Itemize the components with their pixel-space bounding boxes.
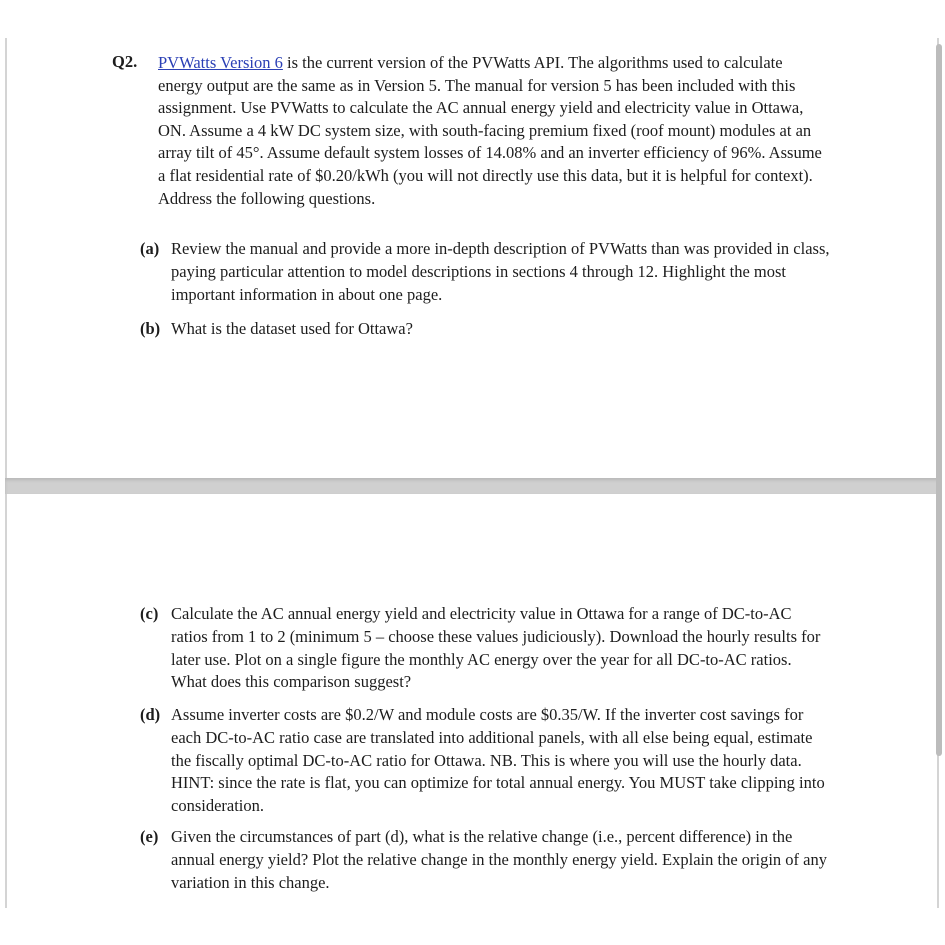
question-label: Q2. <box>112 52 138 71</box>
part-a-text: Review the manual and provide a more in-depth description of PVWatts than was provided in class, paying particular attention to model descriptions in sections 4 through 12. Highlight the most important information in about one page. <box>171 239 830 304</box>
part-d <box>140 704 830 818</box>
part-c <box>140 603 830 694</box>
part-e <box>140 826 830 894</box>
part-b-text: What is the dataset used for Ottawa? <box>171 319 413 338</box>
part-b <box>140 318 830 341</box>
question-text <box>158 52 823 210</box>
part-b-label: (b) <box>140 319 161 338</box>
part-e-text: Given the circumstances of part (d), what is the relative change (i.e., percent difference) in the annual energy yield? Plot the relative change in the monthly energy yield. Explain the origin of any variation in this change. <box>171 827 827 892</box>
part-e-label: (e) <box>140 827 159 846</box>
page-separator <box>5 478 939 494</box>
part-d-text: Assume inverter costs are $0.2/W and module costs are $0.35/W. If the inverter cost savings for each DC-to-AC ratio case are translated into additional panels, with all else being equal, estimate the fiscally optimal DC-to-AC ratio for Ottawa. NB. This is where you will use the hourly data. HINT: since the rate is flat, you can optimize for total annual energy. You MUST take clipping into consideration. <box>171 705 825 816</box>
pvwatts-link[interactable]: PVWatts Version 6 <box>158 53 283 72</box>
part-a-label: (a) <box>140 239 160 258</box>
part-a <box>140 238 830 306</box>
part-d-label: (d) <box>140 705 161 724</box>
part-c-text: Calculate the AC annual energy yield and electricity value in Ottawa for a range of DC-to-AC ratios from 1 to 2 (minimum 5 – choose these values judiciously). Download the hourly results for later use. Plot on a single figure the monthly AC energy over the year for all DC-to-AC ratios. What does this comparison suggest? <box>171 604 821 692</box>
vertical-scrollbar[interactable] <box>936 44 942 756</box>
question-body: is the current version of the PVWatts API. The algorithms used to calculate energy output are the same as in Version 5. The manual for version 5 has been included with this assignment. Use PVWatts to calculate the AC annual energy yield and electricity value in Ottawa, ON. Assume a 4 kW DC system size, with south-facing premium fixed (roof mount) modules at an array tilt of 45°. Assume default system losses of 14.08% and an inverter efficiency of 96%. Assume a flat residential rate of $0.20/kWh (you will not directly use this data, but it is helpful for context). Address the following questions. <box>158 53 822 208</box>
part-c-label: (c) <box>140 604 159 623</box>
